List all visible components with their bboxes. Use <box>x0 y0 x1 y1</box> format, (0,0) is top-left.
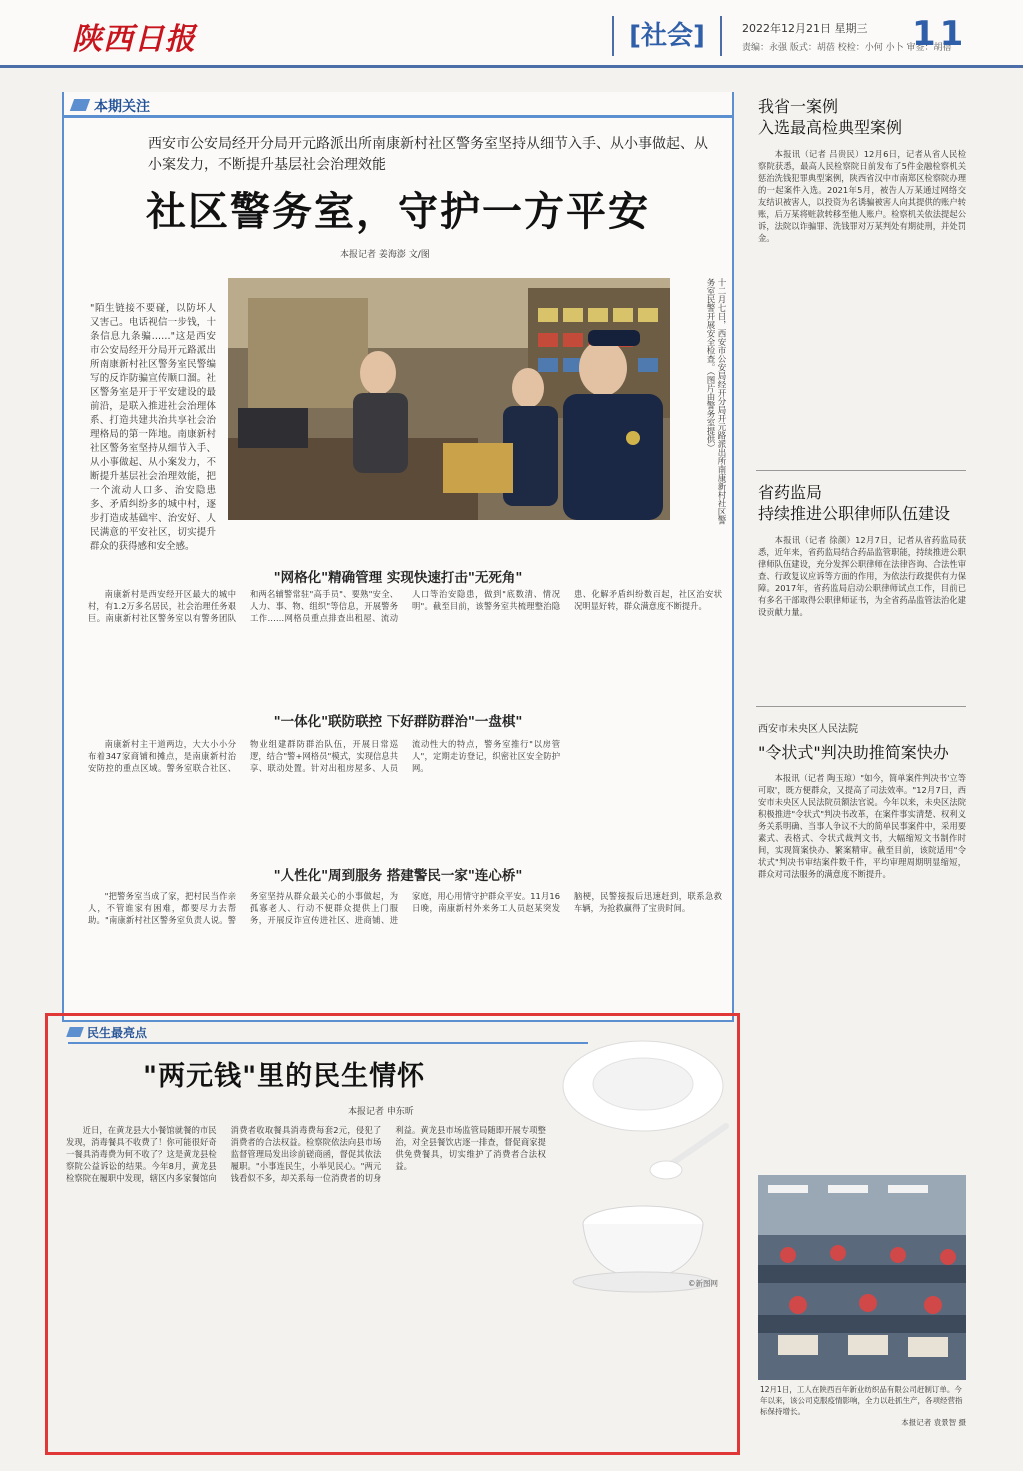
page-number: 11 <box>912 14 968 54</box>
illustration-credit: ©新图网 <box>688 1279 718 1288</box>
feature-headline: 社区警务室，守护一方平安 <box>146 189 650 235</box>
section-title: [社会] <box>612 16 722 56</box>
section1-heading: "网格化"精确管理 实现快速打击"无死角" <box>273 570 523 586</box>
section3-heading: "人性化"周到服务 搭建警民一家"连心桥" <box>273 868 523 884</box>
minsheng-body <box>66 1124 546 1442</box>
feature-intro: "陌生链接不要碰，以防坏人又害己。电话视信一步钱，十条信息九条骗……"这是西安市公安局经开分局开元路派出所南康新村社区警务室民警编写的反诈防骗宣传顺口溜。社区警务室是开于平安建设的最前沿，是联入推进社会治理体系、打造共建共治共享社会治理格局的第一阵地。南康新村社区警务室坚持从细节入手、从小事做起、从小案发力，不断提升基层社会治理效能，把一个流动人口多、治安隐患多、矛盾纠纷多的城中村，逐步打造成基础牢、治安好、人民满意的平安社区，切实提升群众的获得感和安全感。 <box>90 303 216 552</box>
story1-body <box>758 148 966 458</box>
minsheng-byline: 本报记者 申东昕 <box>348 1107 414 1117</box>
police-store-photo <box>228 278 670 520</box>
tableware-illustration <box>548 1026 738 1296</box>
minsheng-story <box>45 1013 740 1455</box>
divider <box>756 470 966 471</box>
factory-caption-text: 12月1日，工人在陕西百年新业纺织品有限公司赶制订单。今年以来，该公司克服疫情影响，全力以赴抓生产，各项经营指标保持增长。 <box>760 1385 963 1416</box>
feature-byline: 本报记者 姜海澎 文/图 <box>340 250 430 260</box>
story1-paragraph: 本报讯（记者 吕贵民）12月6日，记者从省人民检察院获悉，最高人民检察院日前发布了5件金融检察机关惩治洗钱犯罪典型案例，陕西省汉中市南郑区检察院办理的一起案件入选。2021年5月，被告人万某通过网络交友结识被害人，以投资为名诱骗被害人向其提供的账户转账，后万某将赃款转移至他人账户。检察机关依法提起公诉，法院以诈骗罪、洗钱罪对万某判处有期徒刑，并处罚金。 <box>758 149 966 243</box>
minsheng-headline: "两元钱"里的民生情怀 <box>143 1061 426 1092</box>
section1-paragraph: 南康新村是西安经开区最大的城中村，有1.2万多名居民，社会治理任务艰巨。南康新村社区警务室以有警务团队和两名辅警常驻"高手员"、要熟"安全、人力、事、物、组织"等信息，开展警务工作……网格员重点排查出租屋、流动人口等治安隐患，做到"底数清、情况明"。截至目前，该警务室共梳理整治隐患、化解矛盾纠纷数百起，社区治安状况明显好转，群众满意度不断提升。 <box>88 589 722 623</box>
factory-workers-photo <box>758 1175 966 1380</box>
story3-paragraph: 本报讯（记者 陶玉琼）"如今，简单案件判决书'立等可取'，既方便群众，又提高了司法效率。"12月7日，西安市未央区人民法院员额法官说。今年以来，未央区法院积极推进"令状式"判决书改革，在案件事实清楚、权利义务关系明确、当事人争议不大的简单民事案件中，采用要素式、表格式、令状式裁判文书，大幅缩短文书制作时间，实现简案快办、繁案精审。截至目前，该院适用"令状式"判决书审结案件数千件，平均审理周期明显缩短，群众对司法服务的满意度不断提升。 <box>758 773 966 879</box>
photo-caption: 十二月七日，西安市公安局经开分局开元路派出所南康新村社区警务室民警开展安全检查。（图片由警务室提供） <box>705 278 726 525</box>
section3-body <box>88 890 722 1000</box>
story2-body <box>758 534 966 694</box>
story3-body <box>758 772 966 1164</box>
story3-kicker: 西安市未央区人民法院 <box>758 724 858 735</box>
section2-body <box>88 738 722 850</box>
newspaper-logo: 陕西日报 <box>72 22 196 57</box>
divider <box>756 706 966 707</box>
story1-headline: 我省一案例 入选最高检典型案例 <box>758 97 903 137</box>
factory-photo-caption <box>760 1384 966 1428</box>
story2-paragraph: 本报讯（记者 徐颜）12月7日，记者从省药监局获悉，近年来，省药监局结合药品监管职能，持续推进公职律师队伍建设，充分发挥公职律师在法律咨询、合法性审查、行政复议应诉等方面的作用，为依法行政提供有力保障。2017年，省药监局启动公职律师试点工作，目前已有多名干部取得公职律师证书，为全省药品监管法治化建设贡献力量。 <box>758 535 966 617</box>
issue-date: 2022年12月21日 星期三 <box>742 22 868 35</box>
story2-headline: 省药监局 持续推进公职律师队伍建设 <box>758 483 951 523</box>
kicker-label: 本期关注 <box>72 96 150 116</box>
factory-photo-credit: 本报记者 袁景智 摄 <box>901 1418 966 1427</box>
minsheng-paragraph: 近日，在黄龙县大小餐馆就餐的市民发现，消毒餐具不收费了！你可能很好奇一餐具消毒费为何不收了？这是黄龙县检察院公益诉讼的结果。今年8月，黄龙县检察院在履职中发现，辖区内多家餐馆向消费者收取餐具消毒费每套2元，侵犯了消费者的合法权益。检察院依法向县市场监督管理局发出诊前磋商函，督促其依法履职。"小事连民生，小举见民心。"两元钱看似不多，却关系每一位消费者的切身利益。黄龙县市场监管局随即开展专项整治，对全县餐饮店逐一排查，督促商家提供免费餐具，切实维护了消费者合法权益。 <box>66 1125 546 1183</box>
factory-photo <box>758 1175 966 1380</box>
minsheng-body-tail <box>560 1296 728 1442</box>
feature-subtitle: 西安市公安局经开分局开元路派出所南康新村社区警务室坚持从细节入手、从小事做起、从小案发力，不断提升基层社会治理效能 <box>148 136 708 173</box>
story3-headline: "令状式"判决助推简案快办 <box>758 743 949 762</box>
section1-body <box>88 588 722 688</box>
section3-paragraph: "把警务室当成了家，把村民当作亲人，不管谁家有困难，都要尽力去帮助。"南康新村社区警务室负责人说。警务室坚持从群众最关心的小事做起，为孤寡老人、行动不便群众提供上门服务，开展反诈宣传进社区、进商铺、进家庭，用心用情守护群众平安。11月16日晚，南康新村外来务工人员赵某突发脑梗，民警接报后迅速赶到，联系急救车辆，为抢救赢得了宝贵时间。 <box>88 891 722 925</box>
section2-paragraph: 南康新村主干道两边，大大小小分布着347家商铺和摊点，是南康新村治安防控的重点区域。警务室联合社区、物业组建群防群治队伍，开展日常巡逻，结合"警+网格员"模式，实现信息共享、联动处置。针对出租房屋多、人员流动性大的特点，警务室推行"以房管人"，定期走访登记，织密社区安全防护网。 <box>88 739 560 773</box>
minsheng-kicker: 民生最亮点 <box>68 1024 147 1041</box>
editors-line: 责编：永强 版式：胡蓓 校检：小何 小卜 审签：胡蓓 <box>742 43 952 53</box>
minsheng-kicker-rule <box>68 1042 588 1044</box>
masthead <box>0 0 1023 68</box>
feature-kicker <box>62 95 734 119</box>
feature-photo <box>228 278 670 520</box>
kicker-rule <box>62 115 734 118</box>
section2-heading: "一体化"联防联控 下好群防群治"一盘棋" <box>273 714 523 730</box>
